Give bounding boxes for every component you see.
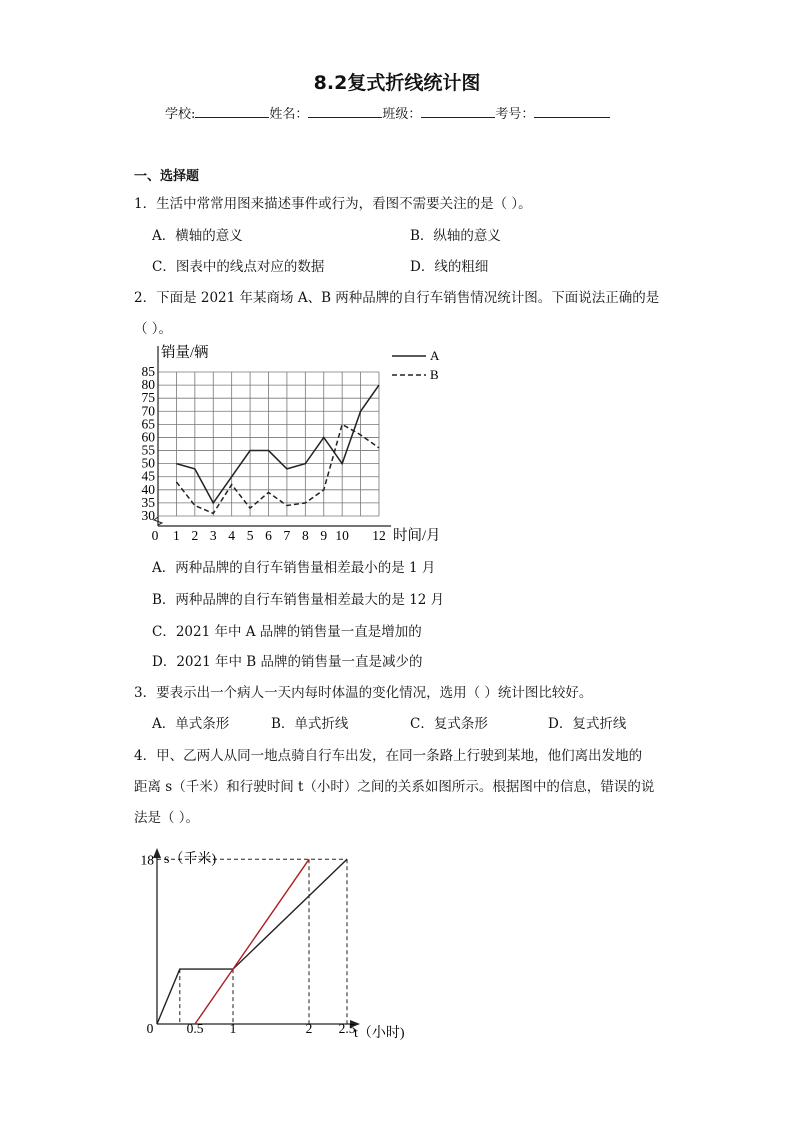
distance-time-chart <box>130 842 430 1048</box>
q2-option-c[interactable]: C．2021 年中 A 品牌的销售量一直是增加的 <box>152 624 422 640</box>
x-axis-label: t（小时) <box>354 1026 405 1041</box>
chart1-series <box>176 385 379 513</box>
x-axis-label: 时间/月 <box>393 528 441 544</box>
y-tick-label: 45 <box>141 468 155 484</box>
school-blank[interactable] <box>195 104 269 118</box>
q4-stem-line3: 法是（ ）。 <box>134 810 200 826</box>
q1-option-a[interactable]: A．横轴的意义 <box>152 228 243 244</box>
x-tick-label: 0 <box>151 528 159 543</box>
q2-option-b[interactable]: B．两种品牌的自行车销售量相差最大的是 12 月 <box>152 592 445 608</box>
y-tick-label: 85 <box>141 364 155 379</box>
x-tick-label: 6 <box>265 528 272 543</box>
x-tick-label: 1 <box>229 1021 237 1036</box>
x-tick-label: 2 <box>191 528 199 543</box>
q4-stem-line1: 4．甲、乙两人从同一地点骑自行车出发，在同一条路上行驶到某地，他们离出发地的 <box>134 748 643 764</box>
x-tick-label: 4 <box>228 528 236 543</box>
class-label: 班级： <box>382 107 422 122</box>
q2-option-d[interactable]: D．2021 年中 B 品牌的销售量一直是减少的 <box>152 654 423 670</box>
class-blank[interactable] <box>421 104 495 118</box>
x-tick-label: 0 <box>146 1021 154 1036</box>
y-tick-label: 80 <box>141 377 155 393</box>
y-tick-label: 40 <box>141 481 155 497</box>
q3-option-d[interactable]: D．复式折线 <box>548 716 627 732</box>
series-line-A <box>176 385 379 503</box>
q3-option-c[interactable]: C．复式条形 <box>410 716 488 732</box>
legend-label-A: A <box>430 348 440 363</box>
q2-stem-line1: 2．下面是 2021 年某商场 A、B 两种品牌的自行车销售情况统计图。下面说法正确的是 <box>134 290 660 306</box>
y-axis-arrow-icon <box>153 848 161 858</box>
q4-stem-line2: 距离 s（千米）和行驶时间 t（小时）之间的关系如图所示。根据图中的信息，错误的说 <box>134 779 655 795</box>
y-axis-label: s（千米) <box>164 852 217 867</box>
y-tick-label: 18 <box>140 852 154 868</box>
exam-no-blank[interactable] <box>534 104 610 118</box>
exam-no-label: 考号： <box>495 107 535 122</box>
chart1-axes <box>154 346 391 526</box>
y-tick-label: 50 <box>141 455 155 471</box>
q1-option-c[interactable]: C．图表中的线点对应的数据 <box>152 259 325 275</box>
y-axis-label: 销量/辆 <box>161 345 209 361</box>
q1-option-b[interactable]: B．纵轴的意义 <box>410 228 501 244</box>
name-label: 姓名： <box>269 107 309 122</box>
x-tick-label: 10 <box>335 528 349 543</box>
student-info-row <box>165 103 610 122</box>
name-blank[interactable] <box>308 104 382 118</box>
q2-option-a[interactable]: A．两种品牌的自行车销售量相差最小的是 1 月 <box>152 560 436 576</box>
chart2-axes <box>153 848 360 1028</box>
x-tick-label: 8 <box>301 528 309 543</box>
legend-label-B: B <box>430 367 439 382</box>
q3-option-a[interactable]: A．单式条形 <box>152 716 230 732</box>
school-label: 学校: <box>165 107 196 122</box>
x-tick-label: 3 <box>209 528 217 543</box>
y-tick-label: 65 <box>141 416 155 432</box>
x-tick-label: 2 <box>305 1021 313 1036</box>
page-title: 8.2复式折线统计图 <box>313 72 481 94</box>
x-tick-label: 2.5 <box>338 1021 356 1036</box>
q2-stem-line2: （ ）。 <box>134 321 173 337</box>
chart1-grid <box>158 372 379 516</box>
series-line-2 <box>195 859 309 1024</box>
y-tick-label: 35 <box>141 494 155 510</box>
x-tick-label: 12 <box>372 528 386 543</box>
y-tick-label: 70 <box>141 403 155 419</box>
q1-stem: 1．生活中常常用图来描述事件或行为，看图不需要关注的是（ ）。 <box>134 196 532 212</box>
y-tick-label: 30 <box>141 508 155 523</box>
chart2-series <box>157 859 347 1024</box>
q1-option-d[interactable]: D．线的粗细 <box>410 259 489 275</box>
q3-stem: 3．要表示出一个病人一天内每时体温的变化情况，选用（ ）统计图比较好。 <box>134 685 593 701</box>
y-tick-label: 75 <box>141 390 155 406</box>
y-tick-label: 55 <box>141 442 155 458</box>
y-tick-label: 60 <box>141 429 155 445</box>
x-tick-label: 5 <box>246 528 254 543</box>
x-tick-label: 1 <box>173 528 180 543</box>
x-tick-label: 9 <box>320 528 328 543</box>
section-heading: 一、选择题 <box>134 169 200 184</box>
x-tick-label: 0.5 <box>186 1021 204 1036</box>
sales-line-chart <box>134 340 454 546</box>
q3-option-b[interactable]: B．单式折线 <box>271 716 349 732</box>
chart1-labels <box>142 343 441 544</box>
x-tick-label: 7 <box>283 528 291 543</box>
